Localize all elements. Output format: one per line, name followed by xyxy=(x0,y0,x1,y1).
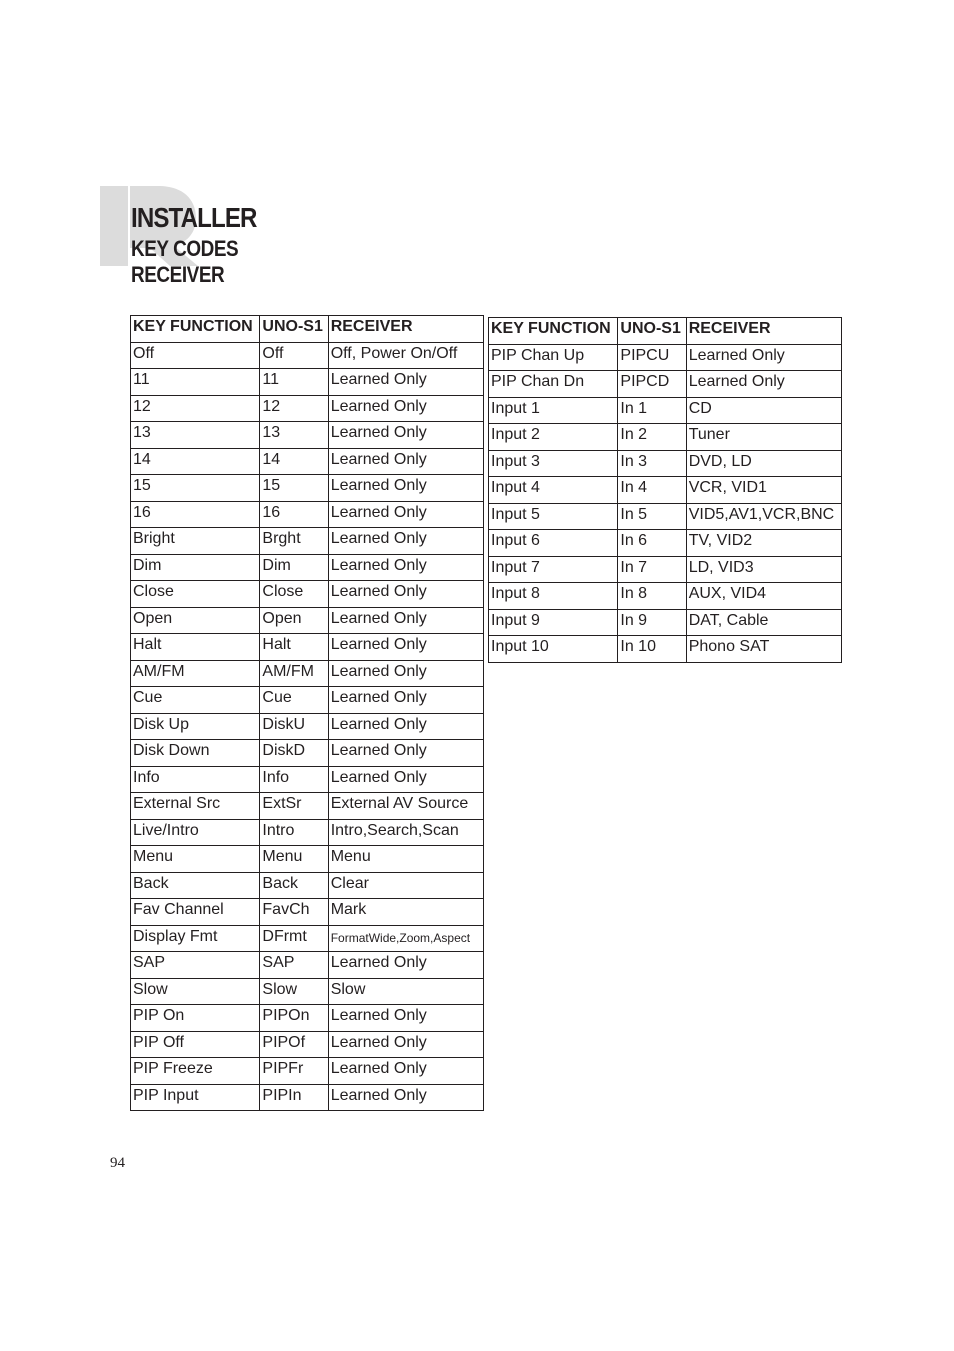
cell-key-function: Input 10 xyxy=(489,636,618,663)
table-row xyxy=(489,371,842,398)
cell-receiver: Learned Only xyxy=(328,740,483,767)
page-title: INSTALLER xyxy=(131,202,257,233)
table-row xyxy=(131,740,484,767)
table-row xyxy=(131,687,484,714)
cell-key-function: Bright xyxy=(131,528,260,555)
cell-receiver: Learned Only xyxy=(328,687,483,714)
cell-uno-s1: Halt xyxy=(260,634,328,661)
cell-receiver: Phono SAT xyxy=(686,636,841,663)
table-row xyxy=(489,556,842,583)
column-header-key-function: KEY FUNCTION xyxy=(131,316,260,343)
cell-receiver: Learned Only xyxy=(328,554,483,581)
cell-receiver: Learned Only xyxy=(328,475,483,502)
table-row xyxy=(489,609,842,636)
cell-uno-s1: 11 xyxy=(260,369,328,396)
cell-uno-s1: In 4 xyxy=(618,477,686,504)
cell-uno-s1: In 6 xyxy=(618,530,686,557)
cell-key-function: Input 1 xyxy=(489,397,618,424)
cell-key-function: Input 8 xyxy=(489,583,618,610)
table-row xyxy=(131,872,484,899)
table-row xyxy=(131,581,484,608)
table-row xyxy=(489,344,842,371)
cell-receiver: Learned Only xyxy=(328,1031,483,1058)
cell-key-function: Input 9 xyxy=(489,609,618,636)
cell-receiver: Learned Only xyxy=(328,448,483,475)
cell-uno-s1: AM/FM xyxy=(260,660,328,687)
table-row xyxy=(489,450,842,477)
cell-receiver: VID5,AV1,VCR,BNC xyxy=(686,503,841,530)
cell-key-function: Disk Up xyxy=(131,713,260,740)
cell-key-function: Input 2 xyxy=(489,424,618,451)
cell-receiver: Mark xyxy=(328,899,483,926)
cell-receiver: Learned Only xyxy=(328,528,483,555)
cell-key-function: 16 xyxy=(131,501,260,528)
cell-key-function: Input 7 xyxy=(489,556,618,583)
table-row xyxy=(131,395,484,422)
cell-uno-s1: PIPOn xyxy=(260,1005,328,1032)
cell-receiver: External AV Source xyxy=(328,793,483,820)
cell-receiver: Slow xyxy=(328,978,483,1005)
table-row xyxy=(489,397,842,424)
cell-receiver: Learned Only xyxy=(328,607,483,634)
cell-key-function: Disk Down xyxy=(131,740,260,767)
cell-receiver: Learned Only xyxy=(328,660,483,687)
cell-uno-s1: In 2 xyxy=(618,424,686,451)
cell-uno-s1: In 9 xyxy=(618,609,686,636)
table-row xyxy=(131,528,484,555)
cell-receiver: Learned Only xyxy=(328,952,483,979)
cell-key-function: Input 3 xyxy=(489,450,618,477)
cell-uno-s1: In 5 xyxy=(618,503,686,530)
table-row xyxy=(131,1005,484,1032)
cell-receiver: Learned Only xyxy=(328,713,483,740)
key-codes-table-left xyxy=(130,315,484,1111)
page-subtitle-line1: KEY CODES xyxy=(131,236,239,261)
page-number: 94 xyxy=(110,1155,125,1171)
cell-uno-s1: 12 xyxy=(260,395,328,422)
table-row xyxy=(131,554,484,581)
cell-receiver: DAT, Cable xyxy=(686,609,841,636)
cell-key-function: Input 6 xyxy=(489,530,618,557)
key-codes-table-right xyxy=(488,317,842,663)
cell-uno-s1: 15 xyxy=(260,475,328,502)
cell-receiver: Intro,Search,Scan xyxy=(328,819,483,846)
cell-uno-s1: PIPFr xyxy=(260,1058,328,1085)
cell-receiver: Clear xyxy=(328,872,483,899)
cell-uno-s1: In 7 xyxy=(618,556,686,583)
cell-key-function: Input 4 xyxy=(489,477,618,504)
table-row xyxy=(131,978,484,1005)
cell-uno-s1: In 1 xyxy=(618,397,686,424)
cell-key-function: 12 xyxy=(131,395,260,422)
cell-uno-s1: PIPCD xyxy=(618,371,686,398)
cell-uno-s1: 14 xyxy=(260,448,328,475)
table-row xyxy=(131,660,484,687)
cell-receiver: Menu xyxy=(328,846,483,873)
cell-receiver: Learned Only xyxy=(328,581,483,608)
table-row xyxy=(489,503,842,530)
table-row xyxy=(131,899,484,926)
cell-key-function: Slow xyxy=(131,978,260,1005)
cell-uno-s1: Info xyxy=(260,766,328,793)
cell-key-function: 11 xyxy=(131,369,260,396)
column-header-receiver: RECEIVER xyxy=(686,318,841,345)
cell-uno-s1: Off xyxy=(260,342,328,369)
cell-uno-s1: In 3 xyxy=(618,450,686,477)
cell-receiver: FormatWide,Zoom,Aspect xyxy=(328,925,483,952)
cell-key-function: Display Fmt xyxy=(131,925,260,952)
cell-uno-s1: ExtSr xyxy=(260,793,328,820)
cell-uno-s1: SAP xyxy=(260,952,328,979)
cell-receiver: Learned Only xyxy=(328,422,483,449)
cell-uno-s1: Menu xyxy=(260,846,328,873)
cell-uno-s1: FavCh xyxy=(260,899,328,926)
cell-uno-s1: DFrmt xyxy=(260,925,328,952)
table-row xyxy=(131,766,484,793)
cell-key-function: Halt xyxy=(131,634,260,661)
cell-uno-s1: 16 xyxy=(260,501,328,528)
cell-receiver: Learned Only xyxy=(686,371,841,398)
cell-key-function: PIP Off xyxy=(131,1031,260,1058)
cell-key-function: 13 xyxy=(131,422,260,449)
cell-uno-s1: Dim xyxy=(260,554,328,581)
cell-uno-s1: In 10 xyxy=(618,636,686,663)
cell-receiver: Off, Power On/Off xyxy=(328,342,483,369)
cell-receiver: Learned Only xyxy=(328,1005,483,1032)
table-header-row xyxy=(489,318,842,345)
table-row xyxy=(131,1031,484,1058)
cell-receiver: Learned Only xyxy=(328,369,483,396)
cell-receiver: LD, VID3 xyxy=(686,556,841,583)
cell-receiver: Learned Only xyxy=(328,395,483,422)
cell-key-function: Cue xyxy=(131,687,260,714)
table-row xyxy=(131,448,484,475)
cell-uno-s1: Open xyxy=(260,607,328,634)
cell-receiver: TV, VID2 xyxy=(686,530,841,557)
table-row xyxy=(489,530,842,557)
table-row xyxy=(131,1058,484,1085)
cell-uno-s1: 13 xyxy=(260,422,328,449)
cell-receiver: DVD, LD xyxy=(686,450,841,477)
table-row xyxy=(131,713,484,740)
column-header-key-function: KEY FUNCTION xyxy=(489,318,618,345)
cell-receiver: VCR, VID1 xyxy=(686,477,841,504)
table-row xyxy=(131,607,484,634)
cell-receiver: Learned Only xyxy=(328,501,483,528)
table-row xyxy=(131,369,484,396)
cell-key-function: PIP On xyxy=(131,1005,260,1032)
cell-uno-s1: Back xyxy=(260,872,328,899)
cell-uno-s1: Intro xyxy=(260,819,328,846)
cell-key-function: Input 5 xyxy=(489,503,618,530)
cell-key-function: External Src xyxy=(131,793,260,820)
cell-receiver: Learned Only xyxy=(328,1058,483,1085)
cell-key-function: PIP Chan Up xyxy=(489,344,618,371)
table-row xyxy=(131,925,484,952)
section-heading xyxy=(131,204,277,290)
cell-uno-s1: PIPOf xyxy=(260,1031,328,1058)
cell-uno-s1: DiskU xyxy=(260,713,328,740)
table-row xyxy=(131,952,484,979)
cell-key-function: AM/FM xyxy=(131,660,260,687)
cell-key-function: SAP xyxy=(131,952,260,979)
cell-receiver: AUX, VID4 xyxy=(686,583,841,610)
cell-uno-s1: Close xyxy=(260,581,328,608)
cell-key-function: Fav Channel xyxy=(131,899,260,926)
cell-key-function: Off xyxy=(131,342,260,369)
table-row xyxy=(489,424,842,451)
table-header-row xyxy=(131,316,484,343)
table-row xyxy=(131,501,484,528)
cell-receiver: Learned Only xyxy=(686,344,841,371)
cell-key-function: Close xyxy=(131,581,260,608)
cell-key-function: PIP Freeze xyxy=(131,1058,260,1085)
cell-receiver: CD xyxy=(686,397,841,424)
cell-key-function: Back xyxy=(131,872,260,899)
column-header-receiver: RECEIVER xyxy=(328,316,483,343)
table-row xyxy=(489,477,842,504)
table-row xyxy=(131,1084,484,1111)
table-row xyxy=(489,583,842,610)
cell-key-function: 14 xyxy=(131,448,260,475)
table-row xyxy=(131,846,484,873)
cell-receiver: Learned Only xyxy=(328,766,483,793)
cell-key-function: PIP Input xyxy=(131,1084,260,1111)
cell-uno-s1: Cue xyxy=(260,687,328,714)
cell-key-function: Live/Intro xyxy=(131,819,260,846)
cell-receiver: Learned Only xyxy=(328,634,483,661)
column-header-uno-s1: UNO-S1 xyxy=(618,318,686,345)
cell-uno-s1: DiskD xyxy=(260,740,328,767)
cell-key-function: Info xyxy=(131,766,260,793)
cell-uno-s1: PIPCU xyxy=(618,344,686,371)
table-row xyxy=(489,636,842,663)
cell-uno-s1: PIPIn xyxy=(260,1084,328,1111)
table-row xyxy=(131,422,484,449)
cell-uno-s1: Brght xyxy=(260,528,328,555)
cell-key-function: Dim xyxy=(131,554,260,581)
cell-key-function: PIP Chan Dn xyxy=(489,371,618,398)
cell-key-function: Menu xyxy=(131,846,260,873)
cell-key-function: Open xyxy=(131,607,260,634)
table-row xyxy=(131,342,484,369)
table-row xyxy=(131,475,484,502)
table-row xyxy=(131,793,484,820)
cell-receiver: Learned Only xyxy=(328,1084,483,1111)
table-row xyxy=(131,819,484,846)
table-row xyxy=(131,634,484,661)
cell-uno-s1: In 8 xyxy=(618,583,686,610)
cell-receiver: Tuner xyxy=(686,424,841,451)
cell-key-function: 15 xyxy=(131,475,260,502)
cell-uno-s1: Slow xyxy=(260,978,328,1005)
page-subtitle-line2: RECEIVER xyxy=(131,262,225,287)
column-header-uno-s1: UNO-S1 xyxy=(260,316,328,343)
